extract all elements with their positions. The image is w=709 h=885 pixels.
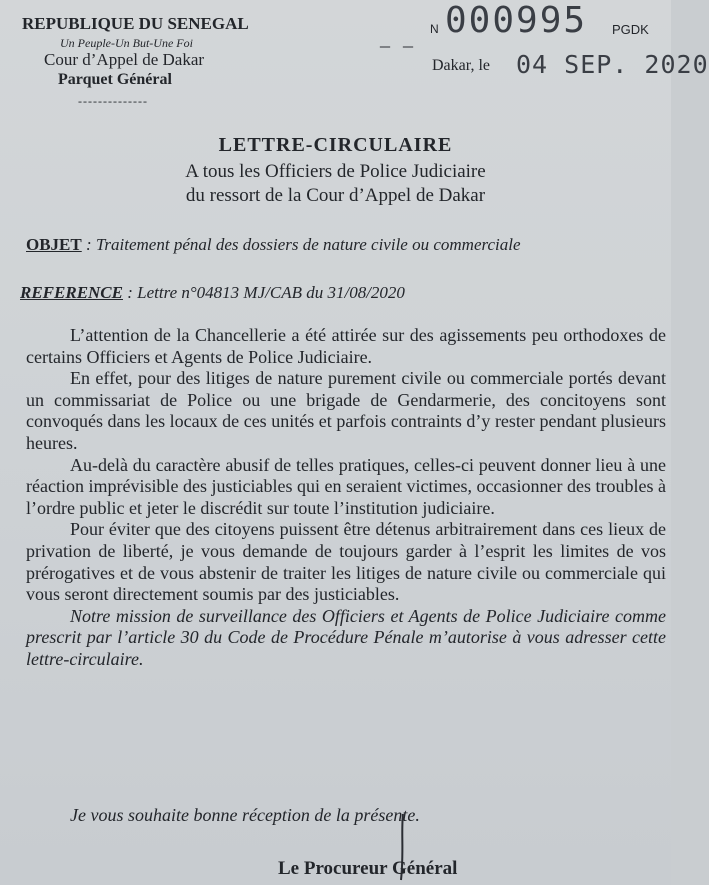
body-paragraph-5: Notre mission de surveillance des Officiers et Agents de Police Judiciaire comme prescrit par l’article 30 du Code de Procédure Pénale m’autorise à vous adresser cette lettre-circulaire. bbox=[26, 605, 666, 669]
closing-line: Je vous souhaite bonne réception de la présente. bbox=[70, 805, 420, 825]
body-paragraph-2: En effet, pour des litiges de nature purement civile ou commerciale portés devant un commissariat de Police ou une brigade de Gendarmerie, des concitoyens sont convoqués dans les locaux de ces unités et parfois contraints d’y rester pendant plusieurs heures. bbox=[26, 368, 666, 453]
body-paragraph-1: L’attention de la Chancellerie a été attirée sur des agissements peu orthodoxes de certains Officiers et Agents de Police Judiciaire. bbox=[26, 325, 666, 367]
addressee-line-2: du ressort de la Cour d’Appel de Dakar bbox=[185, 185, 486, 206]
header-separator: -------------- bbox=[78, 94, 148, 108]
subject-label: OBJET bbox=[26, 235, 82, 254]
court-name: Cour d’Appel de Dakar bbox=[44, 50, 205, 69]
body-paragraph-3: Au-delà du caractère abusif de telles pratiques, celles-ci peuvent donner lieu à une réaction imprévisible des justiciables qui en seraient victimes, occasionner des troubles à l’ordre public et jeter le discrédit sur toute l’institution judiciaire. bbox=[26, 454, 666, 518]
reference-label: REFERENCE bbox=[20, 283, 123, 302]
reference-line bbox=[20, 283, 405, 303]
national-motto: Un Peuple-Un But-Une Foi bbox=[60, 36, 193, 50]
dateline-place: Dakar, le bbox=[432, 57, 490, 74]
body-paragraph-4: Pour éviter que des citoyens puissent être détenus arbitrairement dans ces lieux de privation de liberté, je vous demande de toujours garder à l’esprit les limites de vos prérogatives et de vous abstenir de traiter les litiges de nature civile ou commerciale qui vous seront directement soumis par des justiciables. bbox=[26, 519, 666, 605]
reference-text: : Lettre n°04813 MJ/CAB du 31/08/2020 bbox=[123, 283, 405, 302]
dateline-date-stamp: 04 SEP. 2020 bbox=[516, 50, 709, 79]
office-name: Parquet Général bbox=[58, 71, 172, 88]
republic-heading: REPUBLIQUE DU SENEGAL bbox=[22, 14, 249, 33]
reference-number-stamp: 000995 bbox=[445, 0, 588, 41]
subject-line bbox=[26, 234, 666, 256]
reference-number-suffix: PGDK bbox=[612, 22, 649, 37]
reference-number-dashes: _ _ bbox=[380, 28, 417, 50]
reference-number-label: N bbox=[430, 22, 439, 36]
document-title: LETTRE-CIRCULAIRE bbox=[218, 134, 453, 156]
signatory: Le Procureur Général bbox=[278, 858, 458, 879]
addressee-line-1: A tous les Officiers de Police Judiciaire bbox=[185, 161, 486, 182]
subject-text: : Traitement pénal des dossiers de nature civile ou commerciale bbox=[81, 235, 521, 254]
letter-body bbox=[26, 325, 666, 671]
